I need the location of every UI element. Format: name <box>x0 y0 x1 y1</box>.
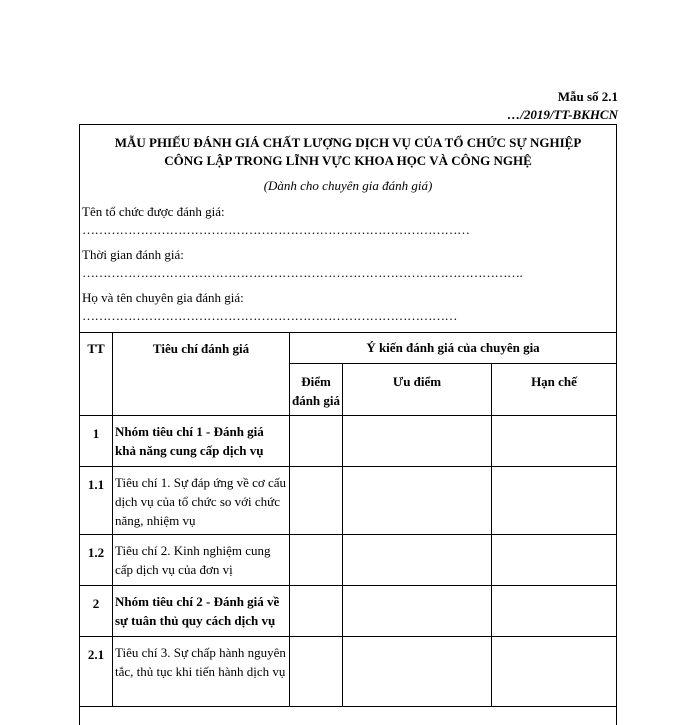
strengths-cell[interactable] <box>343 416 492 467</box>
score-cell[interactable] <box>290 535 343 586</box>
header-score-line2: đánh giá <box>291 393 341 408</box>
document-reference: …/2019/TT-BKHCN <box>507 107 618 122</box>
row-criterion: Tiêu chí 1. Sự đáp ứng về cơ cấu dịch vụ của tổ chức so với chức năng, nhiệm vụ <box>113 467 290 535</box>
row-number: 1 <box>80 416 113 467</box>
eval-time-label: Thời gian đánh giá: <box>82 247 184 262</box>
limitations-cell[interactable] <box>492 586 617 637</box>
table-row <box>80 535 617 586</box>
evaluation-form <box>79 124 617 725</box>
score-cell[interactable] <box>290 467 343 535</box>
table-row <box>80 416 617 467</box>
form-title-line2: CÔNG LẬP TRONG LĨNH VỰC KHOA HỌC VÀ CÔNG NGHỆ <box>164 153 532 168</box>
limitations-cell[interactable] <box>492 637 617 707</box>
header-strengths: Ưu điểm <box>343 364 492 416</box>
limitations-cell[interactable] <box>492 467 617 535</box>
form-title <box>80 134 616 170</box>
table-row <box>80 637 617 707</box>
row-criterion: Nhóm tiêu chí 1 - Đánh giá khả năng cung cấp dịch vụ <box>113 416 290 467</box>
row-criterion: Tiêu chí 3. Sự chấp hành nguyên tắc, thủ tục khi tiến hành dịch vụ <box>113 637 290 707</box>
header-score <box>290 364 343 416</box>
criteria-table <box>79 332 617 707</box>
org-name-field[interactable]: ………………………………………………………………………………… <box>82 222 470 237</box>
table-row <box>80 467 617 535</box>
expert-name-label: Họ và tên chuyên gia đánh giá: <box>82 290 244 305</box>
row-criterion: Nhóm tiêu chí 2 - Đánh giá về sự tuân thủ quy cách dịch vụ <box>113 586 290 637</box>
form-title-line1: MẪU PHIẾU ĐÁNH GIÁ CHẤT LƯỢNG DỊCH VỤ CỦA TỔ CHỨC SỰ NGHIỆP <box>114 135 582 150</box>
strengths-cell[interactable] <box>343 637 492 707</box>
expert-name-field[interactable]: ……………………………………………………………………………… <box>82 308 457 323</box>
form-subtitle: (Dành cho chuyên gia đánh giá) <box>263 178 433 193</box>
row-number: 2 <box>80 586 113 637</box>
row-number: 2.1 <box>80 637 113 707</box>
row-number: 1.1 <box>80 467 113 535</box>
table-row <box>80 586 617 637</box>
eval-time-field[interactable]: ……………………………………………………………………………………………. <box>82 265 523 280</box>
header-limitations: Hạn chế <box>492 364 617 416</box>
header-expert-opinion: Ý kiến đánh giá của chuyên gia <box>290 333 617 364</box>
row-criterion: Tiêu chí 2. Kinh nghiệm cung cấp dịch vụ của đơn vị <box>113 535 290 586</box>
org-name-label: Tên tổ chức được đánh giá: <box>82 204 225 219</box>
score-cell[interactable] <box>290 416 343 467</box>
limitations-cell[interactable] <box>492 535 617 586</box>
header-score-line1: Điểm <box>301 374 331 389</box>
strengths-cell[interactable] <box>343 467 492 535</box>
score-cell[interactable] <box>290 586 343 637</box>
form-number: Mẫu số 2.1 <box>557 89 618 104</box>
strengths-cell[interactable] <box>343 586 492 637</box>
score-cell[interactable] <box>290 637 343 707</box>
header-criteria: Tiêu chí đánh giá <box>113 333 290 416</box>
strengths-cell[interactable] <box>343 535 492 586</box>
row-number: 1.2 <box>80 535 113 586</box>
header-tt: TT <box>80 333 113 416</box>
limitations-cell[interactable] <box>492 416 617 467</box>
